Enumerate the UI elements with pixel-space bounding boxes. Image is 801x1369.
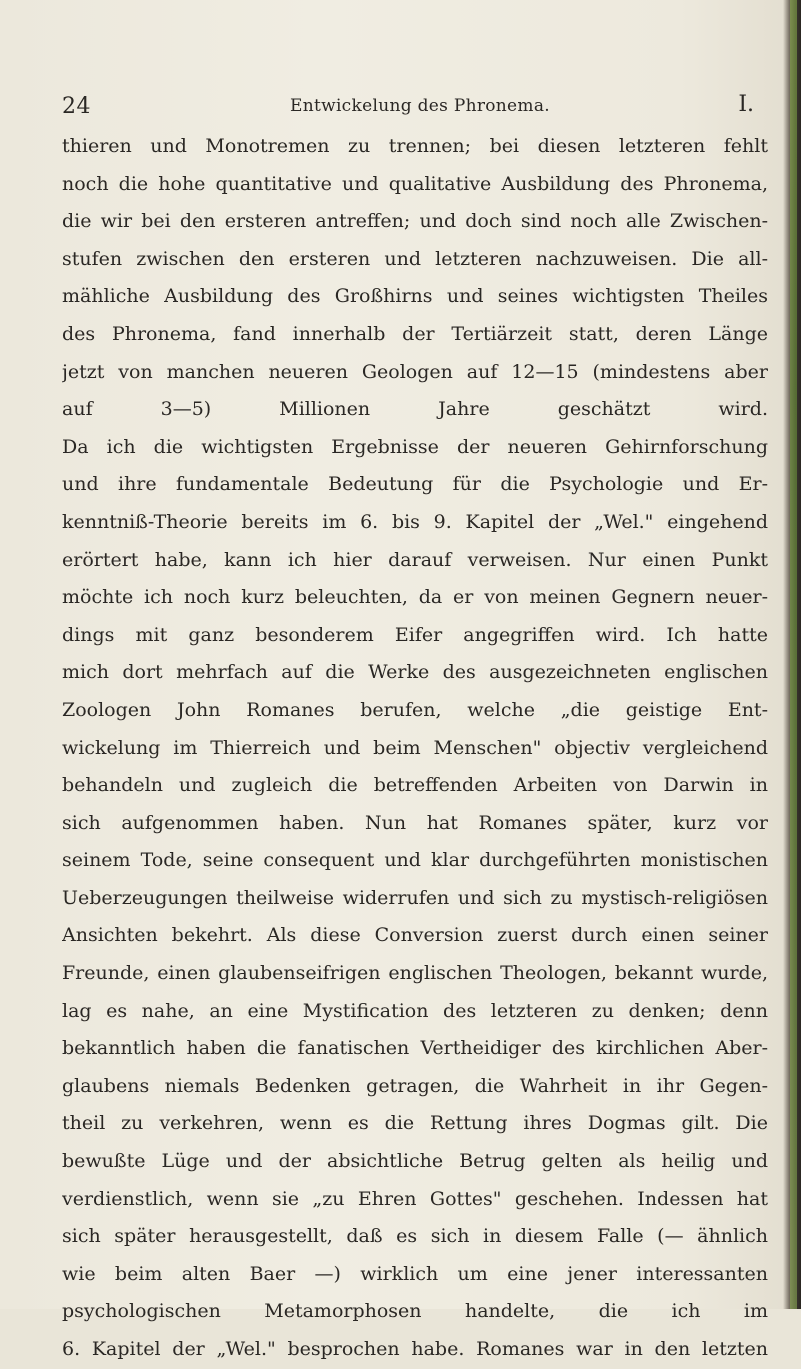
text-line: bekanntlich haben die fanatischen Vertheidiger des kirchlichen Aber-	[62, 1037, 768, 1060]
text-line: möchte ich noch kurz beleuchten, da er von meinen Gegnern neuer-	[62, 586, 768, 609]
text-line: sich später herausgestellt, daß es sich in diesem Falle (— ähnlich	[62, 1225, 768, 1248]
text-line: stufen zwischen den ersteren und letzteren nachzuweisen. Die all-	[62, 247, 768, 270]
text-line: die wir bei den ersteren antreffen; und doch sind noch alle Zwischen-	[62, 210, 768, 233]
text-line: auf 3—5) Millionen Jahre geschätzt wird.	[62, 398, 768, 421]
text-line: behandeln und zugleich die betreffenden Arbeiten von Darwin in	[62, 774, 768, 797]
text-line: des Phronema, fand innerhalb der Tertiärzeit statt, deren Länge	[62, 322, 768, 345]
text-line: und ihre fundamentale Bedeutung für die Psychologie und Er-	[62, 473, 768, 496]
text-line: sich aufgenommen haben. Nun hat Romanes später, kurz vor	[62, 811, 768, 834]
text-line: noch die hohe quantitative und qualitative Ausbildung des Phronema,	[62, 172, 768, 195]
text-line: Ansichten bekehrt. Als diese Conversion zuerst durch einen seiner	[62, 924, 768, 947]
text-line: Zoologen John Romanes berufen, welche „die geistige Ent-	[62, 698, 768, 721]
text-line: seinem Tode, seine consequent und klar durchgeführten monistischen	[62, 849, 768, 872]
text-line: mich dort mehrfach auf die Werke des ausgezeichneten englischen	[62, 661, 768, 684]
text-line: glaubens niemals Bedenken getragen, die Wahrheit in ihr Gegen-	[62, 1074, 768, 1097]
text-line: psychologischen Metamorphosen handelte, die ich im	[62, 1300, 768, 1323]
text-line: dings mit ganz besonderem Eifer angegriffen wird. Ich hatte	[62, 623, 768, 646]
running-head: Entwickelung des Phronema.	[290, 96, 550, 116]
text-line: Freunde, einen glaubenseifrigen englischen Theologen, bekannt wurde,	[62, 962, 768, 985]
page-edge-tint	[790, 0, 797, 1309]
text-line: jetzt von manchen neueren Geologen auf 12—15 (mindestens aber	[62, 360, 768, 383]
body-text	[62, 128, 768, 1369]
page-header	[62, 88, 768, 118]
text-line: wickelung im Thierreich und beim Menschen" objectiv vergleichend	[62, 736, 768, 759]
text-line: bewußte Lüge und der absichtliche Betrug gelten als heilig und	[62, 1150, 768, 1173]
text-line: mähliche Ausbildung des Großhirns und seines wichtigsten Theiles	[62, 285, 768, 308]
text-line: verdienstlich, wenn sie „zu Ehren Gottes" geschehen. Indessen hat	[62, 1187, 768, 1210]
text-line: thieren und Monotremen zu trennen; bei diesen letzteren fehlt	[62, 135, 768, 157]
text-line: Ueberzeugungen theilweise widerrufen und sich zu mystisch-religiösen	[62, 886, 768, 909]
text-line: erörtert habe, kann ich hier darauf verweisen. Nur einen Punkt	[62, 548, 768, 571]
text-line: Da ich die wichtigsten Ergebnisse der neueren Gehirnforschung	[62, 435, 768, 458]
text-line: theil zu verkehren, wenn es die Rettung ihres Dogmas gilt. Die	[62, 1112, 768, 1135]
chapter-number: I.	[738, 92, 754, 117]
text-line: 6. Kapitel der „Wel." besprochen habe. Romanes war in den letzten	[62, 1338, 768, 1360]
text-line: wie beim alten Baer —) wirklich um eine jener interessanten	[62, 1262, 768, 1285]
page-number: 24	[62, 94, 91, 119]
text-line: lag es nahe, an eine Mystification des letzteren zu denken; denn	[62, 999, 768, 1022]
text-line: kenntniß-Theorie bereits im 6. bis 9. Kapitel der „Wel." eingehend	[62, 510, 768, 533]
